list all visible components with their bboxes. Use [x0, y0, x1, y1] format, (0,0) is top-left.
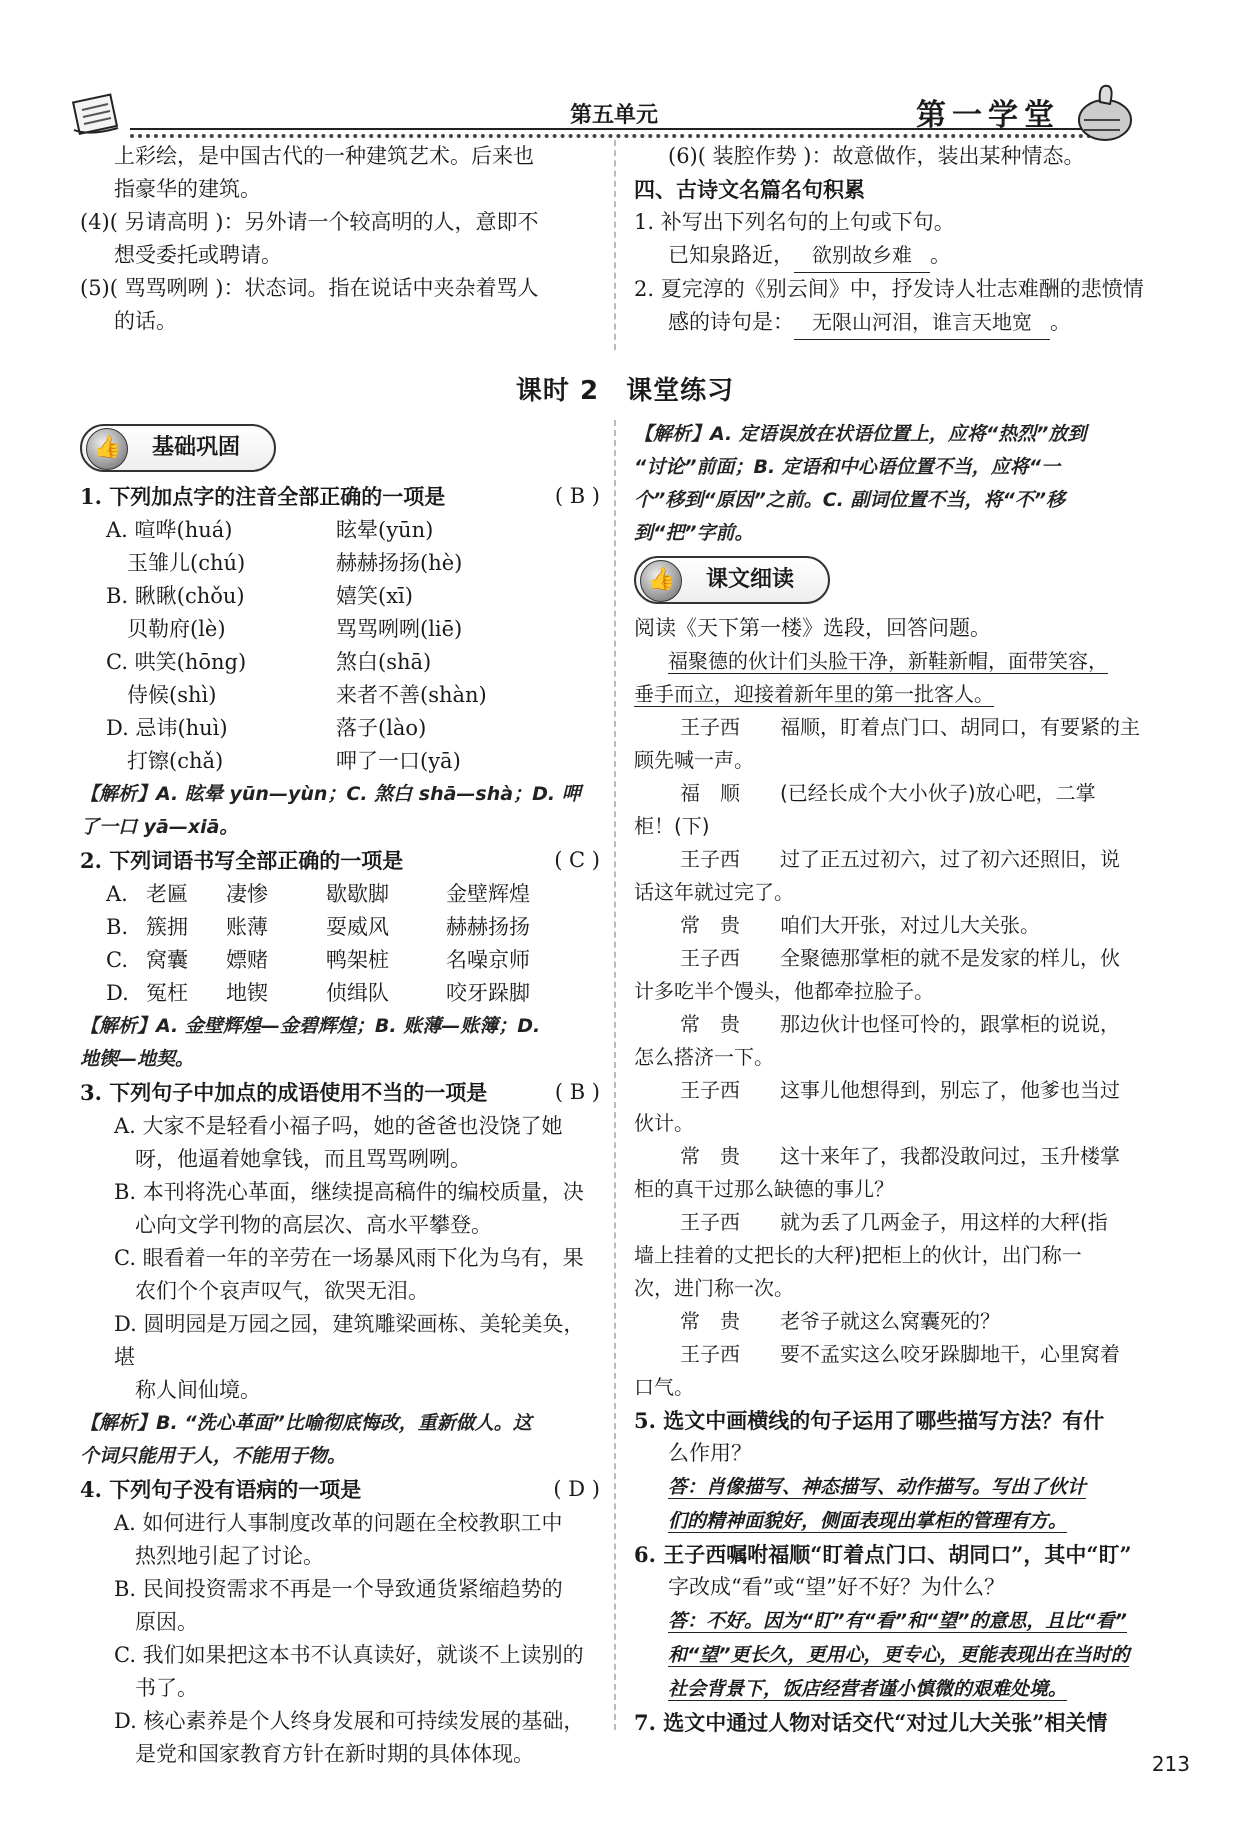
dialog-line: 全聚德那掌柜的就不是发家的样儿，伙 [780, 946, 1120, 970]
speaker: 常 贵 [680, 1309, 740, 1333]
dialog-line: 福顺，盯着点门口、胡同口，有要紧的主 [780, 715, 1140, 739]
text-line: (4)( 另请高明 )：另外请一个较高明的人，意即不 [80, 210, 539, 234]
word: 歇歇脚 [326, 882, 389, 906]
analysis-text: “讨论”前面；B. 定语和中心语位置不当，应将“一 [634, 456, 1061, 478]
text-line: (6)( 装腔作势 )：故意做作，装出某种情态。 [668, 144, 1085, 168]
speaker: 王子西 [680, 847, 740, 871]
option-line: 原因。 [114, 1610, 198, 1634]
text-line: 。 [930, 243, 951, 267]
dialog-line: 过了正五过初六，过了初六还照旧，说 [780, 847, 1120, 871]
option: 侍候(shì) [106, 683, 217, 707]
option: 呷了一口(yā) [336, 749, 461, 773]
page-number: 213 [1151, 1752, 1190, 1776]
word: 咬牙跺脚 [446, 981, 530, 1005]
answer-text: 们的精神面貌好，侧面表现出掌柜的管理有方。 [668, 1510, 1068, 1532]
dialog-line: 这十来年了，我都没敢问过，玉升楼掌 [780, 1144, 1120, 1168]
option-line: 农们个个哀声叹气，欲哭无泪。 [114, 1279, 429, 1303]
dialog-line: 伙计。 [634, 1111, 694, 1135]
options-q1 [80, 514, 600, 778]
speaker: 王子西 [680, 1210, 740, 1234]
question-stem: 么作用？ [668, 1441, 752, 1465]
notebook-icon [70, 90, 122, 136]
right-top-block [634, 140, 1164, 340]
section-badge-basic [80, 424, 276, 472]
answer-mark: ( B ) [554, 484, 600, 508]
passage [634, 645, 1164, 1404]
column-divider-top [614, 140, 616, 350]
analysis-text: 到“把”字前。 [634, 522, 754, 544]
option-line: 呀，他逼着她拿钱，而且骂骂咧咧。 [114, 1147, 471, 1171]
unit-title: 第五单元 [570, 103, 659, 128]
analysis-text: 【解析】A. 定语误放在状语位置上，应将“热烈”放到 [634, 423, 1087, 445]
option: 玉雏儿(chú) [106, 551, 246, 575]
answer-text: 答：不好。因为“盯”有“看”和“望”的意思，且比“看” [668, 1610, 1127, 1632]
speaker: 王子西 [680, 1342, 740, 1366]
word: 老匾 [146, 882, 188, 906]
answer-fill: 欲别故乡难 [794, 239, 930, 273]
option: 赫赫扬扬(hè) [336, 551, 463, 575]
option: 煞白(shā) [336, 650, 432, 674]
thumbs-up-icon [1070, 80, 1140, 144]
analysis-text: 个词只能用于人，不能用于物。 [80, 1445, 347, 1467]
dialog-line: 顾先喊一声。 [634, 748, 754, 772]
word: 侦缉队 [326, 981, 389, 1005]
thumbs-up-icon [640, 560, 682, 602]
word: 凄惨 [226, 882, 268, 906]
question-stem: 7. 选文中通过人物对话交代“对过儿大关张”相关情 [634, 1710, 1108, 1735]
brand-title: 第一学堂 [916, 98, 1060, 133]
dialog-line: 话这年就过完了。 [634, 880, 794, 904]
dialog-line: 怎么搭济一下。 [634, 1045, 774, 1069]
dialog-line: 那边伙计也怪可怜的，跟掌柜的说说， [780, 1012, 1120, 1036]
word: 窝囊 [146, 948, 188, 972]
question-stem: 2. 夏完淳的《别云间》中，抒发诗人壮志难酬的悲愤情 [634, 277, 1144, 301]
option: D. 忌讳(huì) [106, 716, 228, 740]
option: A. 喧哗(huá) [106, 518, 233, 542]
answer-mark: ( B ) [554, 1080, 600, 1104]
dialog-line: 就为丢了几两金子，用这样的大秤(指 [780, 1210, 1108, 1234]
question-stem: 3. 下列句子中加点的成语使用不当的一项是 [80, 1080, 488, 1105]
analysis-text: 个”移到“原因”之前。C. 副词位置不当，将“不”移 [634, 489, 1065, 511]
text-line: 想受委托或聘请。 [114, 243, 282, 267]
option: 贝勒府(lè) [106, 617, 226, 641]
left-main-block [80, 418, 600, 1771]
word: 账薄 [226, 915, 268, 939]
question-stem: 2. 下列词语书写全部正确的一项是 [80, 848, 404, 873]
analysis-text: 了一口 yā—xiā。 [80, 816, 239, 838]
word: 鸭架桩 [326, 948, 389, 972]
option-letter: C. [106, 948, 128, 972]
options-q2 [80, 878, 600, 1010]
option-line: A. 如何进行人事制度改革的问题在全校教职工中 [114, 1511, 563, 1535]
answer-text: 答：肖像描写、神态描写、动作描写。写出了伙计 [668, 1476, 1087, 1498]
option-line: B. 民间投资需求不再是一个导致通货紧缩趋势的 [114, 1577, 563, 1601]
option-line: B. 本刊将洗心革面，继续提高稿件的编校质量，决 [114, 1180, 584, 1204]
dialog-line: 老爷子就这么窝囊死的？ [780, 1309, 1000, 1333]
option: 打镲(chǎ) [106, 749, 224, 773]
question-stem: 5. 选文中画横线的句子运用了哪些描写方法？有什 [634, 1408, 1105, 1433]
text-line: 上彩绘，是中国古代的一种建筑艺术。后来也 [114, 144, 534, 168]
text-line: 的话。 [114, 309, 177, 333]
option-line: 热烈地引起了讨论。 [114, 1544, 324, 1568]
analysis-text: 地锲—地契。 [80, 1048, 195, 1070]
option-letter: D. [106, 981, 129, 1005]
section-badge-reading [634, 556, 830, 604]
answer-mark: ( D ) [553, 1477, 600, 1501]
option: 眩晕(yūn) [336, 518, 434, 542]
word: 地锲 [226, 981, 268, 1005]
reading-intro: 阅读《天下第一楼》选段，回答问题。 [634, 616, 991, 640]
option-line: 称人间仙境。 [114, 1378, 261, 1402]
option-line: D. 圆明园是万园之园，建筑雕梁画栋、美轮美奂，堪 [114, 1312, 585, 1369]
analysis-text: 【解析】A. 眩晕 yūn—yùn；C. 煞白 shā—shà；D. 呷 [80, 783, 581, 805]
dialog-line: 柜！(下) [634, 814, 710, 838]
question-stem: 1. 补写出下列名句的上句或下句。 [634, 210, 955, 234]
dialog-line: 咱们大开张，对过儿大关张。 [780, 913, 1040, 937]
analysis-text: 【解析】B. “洗心革面”比喻彻底悔改，重新做人。这 [80, 1412, 532, 1434]
lesson-title: 课时 2 课堂练习 [515, 376, 735, 406]
text-line: (5)( 骂骂咧咧 )：状态词。指在说话中夹杂着骂人 [80, 276, 539, 300]
option: C. 哄笑(hōng) [106, 650, 247, 674]
section-badge-label: 课文细读 [706, 567, 795, 592]
section-badge-label: 基础巩固 [152, 435, 241, 460]
column-divider [614, 420, 616, 1730]
word: 名噪京师 [446, 948, 530, 972]
question-stem: 6. 王子西嘱咐福顺“盯着点门口、胡同口”，其中“盯” [634, 1542, 1132, 1567]
dialog-line: 口气。 [634, 1375, 694, 1399]
word: 簇拥 [146, 915, 188, 939]
answer-fill: 无限山河泪，谁言天地宽 [794, 306, 1050, 340]
option-line: 心向文学刊物的高层次、高水平攀登。 [114, 1213, 492, 1237]
option: 落子(lào) [336, 716, 427, 740]
word: 耍威风 [326, 915, 389, 939]
option-letter: A. [106, 882, 128, 906]
option-line: C. 眼看着一年的辛劳在一场暴风雨下化为乌有，果 [114, 1246, 584, 1270]
option-line: 是党和国家教育方针在新时期的具体体现。 [114, 1742, 534, 1766]
option-line: D. 核心素养是个人终身发展和可持续发展的基础， [114, 1709, 585, 1733]
speaker: 福 顺 [680, 781, 740, 805]
option-line: A. 大家不是轻看小福子吗，她的爸爸也没饶了她 [114, 1114, 563, 1138]
answer-text: 和“望”更长久，更用心，更专心，更能表现出在当时的 [668, 1644, 1130, 1666]
word: 嫖赌 [226, 948, 268, 972]
speaker: 常 贵 [680, 1144, 740, 1168]
dialog-line: 计多吃半个馒头，他都牵拉脸子。 [634, 979, 934, 1003]
thumbs-up-icon [86, 428, 128, 470]
underlined-sentence: 垂手而立，迎接着新年里的第一批客人。 [634, 682, 994, 706]
dialog-line: 墙上挂着的丈把长的大秤)把柜上的伙计，出门称一 [634, 1243, 1082, 1267]
option: 嬉笑(xī) [336, 584, 413, 608]
option-line: 书了。 [114, 1676, 198, 1700]
option-line: C. 我们如果把这本书不认真读好，就谈不上读别的 [114, 1643, 584, 1667]
option: B. 瞅瞅(chǒu) [106, 584, 245, 608]
text-line: 。 [1050, 310, 1071, 334]
speaker: 王子西 [680, 715, 740, 739]
left-top-block [80, 140, 600, 338]
question-stem: 字改成“看”或“望”好不好？为什么？ [668, 1575, 1005, 1599]
page-header [70, 80, 1170, 140]
question-stem: 4. 下列句子没有语病的一项是 [80, 1477, 362, 1502]
text-line: 感的诗句是： [668, 310, 794, 334]
dialog-line: 次，进门称一次。 [634, 1276, 794, 1300]
word: 冤枉 [146, 981, 188, 1005]
answer-mark: ( C ) [554, 848, 600, 872]
analysis-text: 【解析】A. 金壁辉煌—金碧辉煌；B. 账薄—账簿；D. [80, 1015, 541, 1037]
word: 金壁辉煌 [446, 882, 530, 906]
header-rule-dotted [130, 134, 1100, 138]
dialog-line: 要不孟实这么咬牙跺脚地干，心里窝着 [780, 1342, 1120, 1366]
dialog-line: 这事儿他想得到，别忘了，他爹也当过 [780, 1078, 1120, 1102]
dialog-line: 柜的真干过那么缺德的事儿？ [634, 1177, 894, 1201]
speaker: 常 贵 [680, 1012, 740, 1036]
answer-text: 社会背景下，饭店经营者谨小慎微的艰难处境。 [668, 1678, 1068, 1700]
underlined-sentence: 福聚德的伙计们头脸干净，新鞋新帽，面带笑容， [668, 649, 1108, 673]
option: 来者不善(shàn) [336, 683, 487, 707]
option: 骂骂咧咧(liē) [336, 617, 463, 641]
speaker: 王子西 [680, 1078, 740, 1102]
speaker: 常 贵 [680, 913, 740, 937]
option-letter: B. [106, 915, 129, 939]
text-line: 指豪华的建筑。 [114, 177, 261, 201]
right-main-block [634, 418, 1164, 1739]
speaker: 王子西 [680, 946, 740, 970]
word: 赫赫扬扬 [446, 915, 530, 939]
text-line: 已知泉路近， [668, 243, 794, 267]
dialog-line: (已经长成个大小伙子)放心吧，二掌 [780, 781, 1096, 805]
question-stem: 1. 下列加点字的注音全部正确的一项是 [80, 484, 446, 509]
section-heading: 四、古诗文名篇名句积累 [634, 177, 865, 202]
